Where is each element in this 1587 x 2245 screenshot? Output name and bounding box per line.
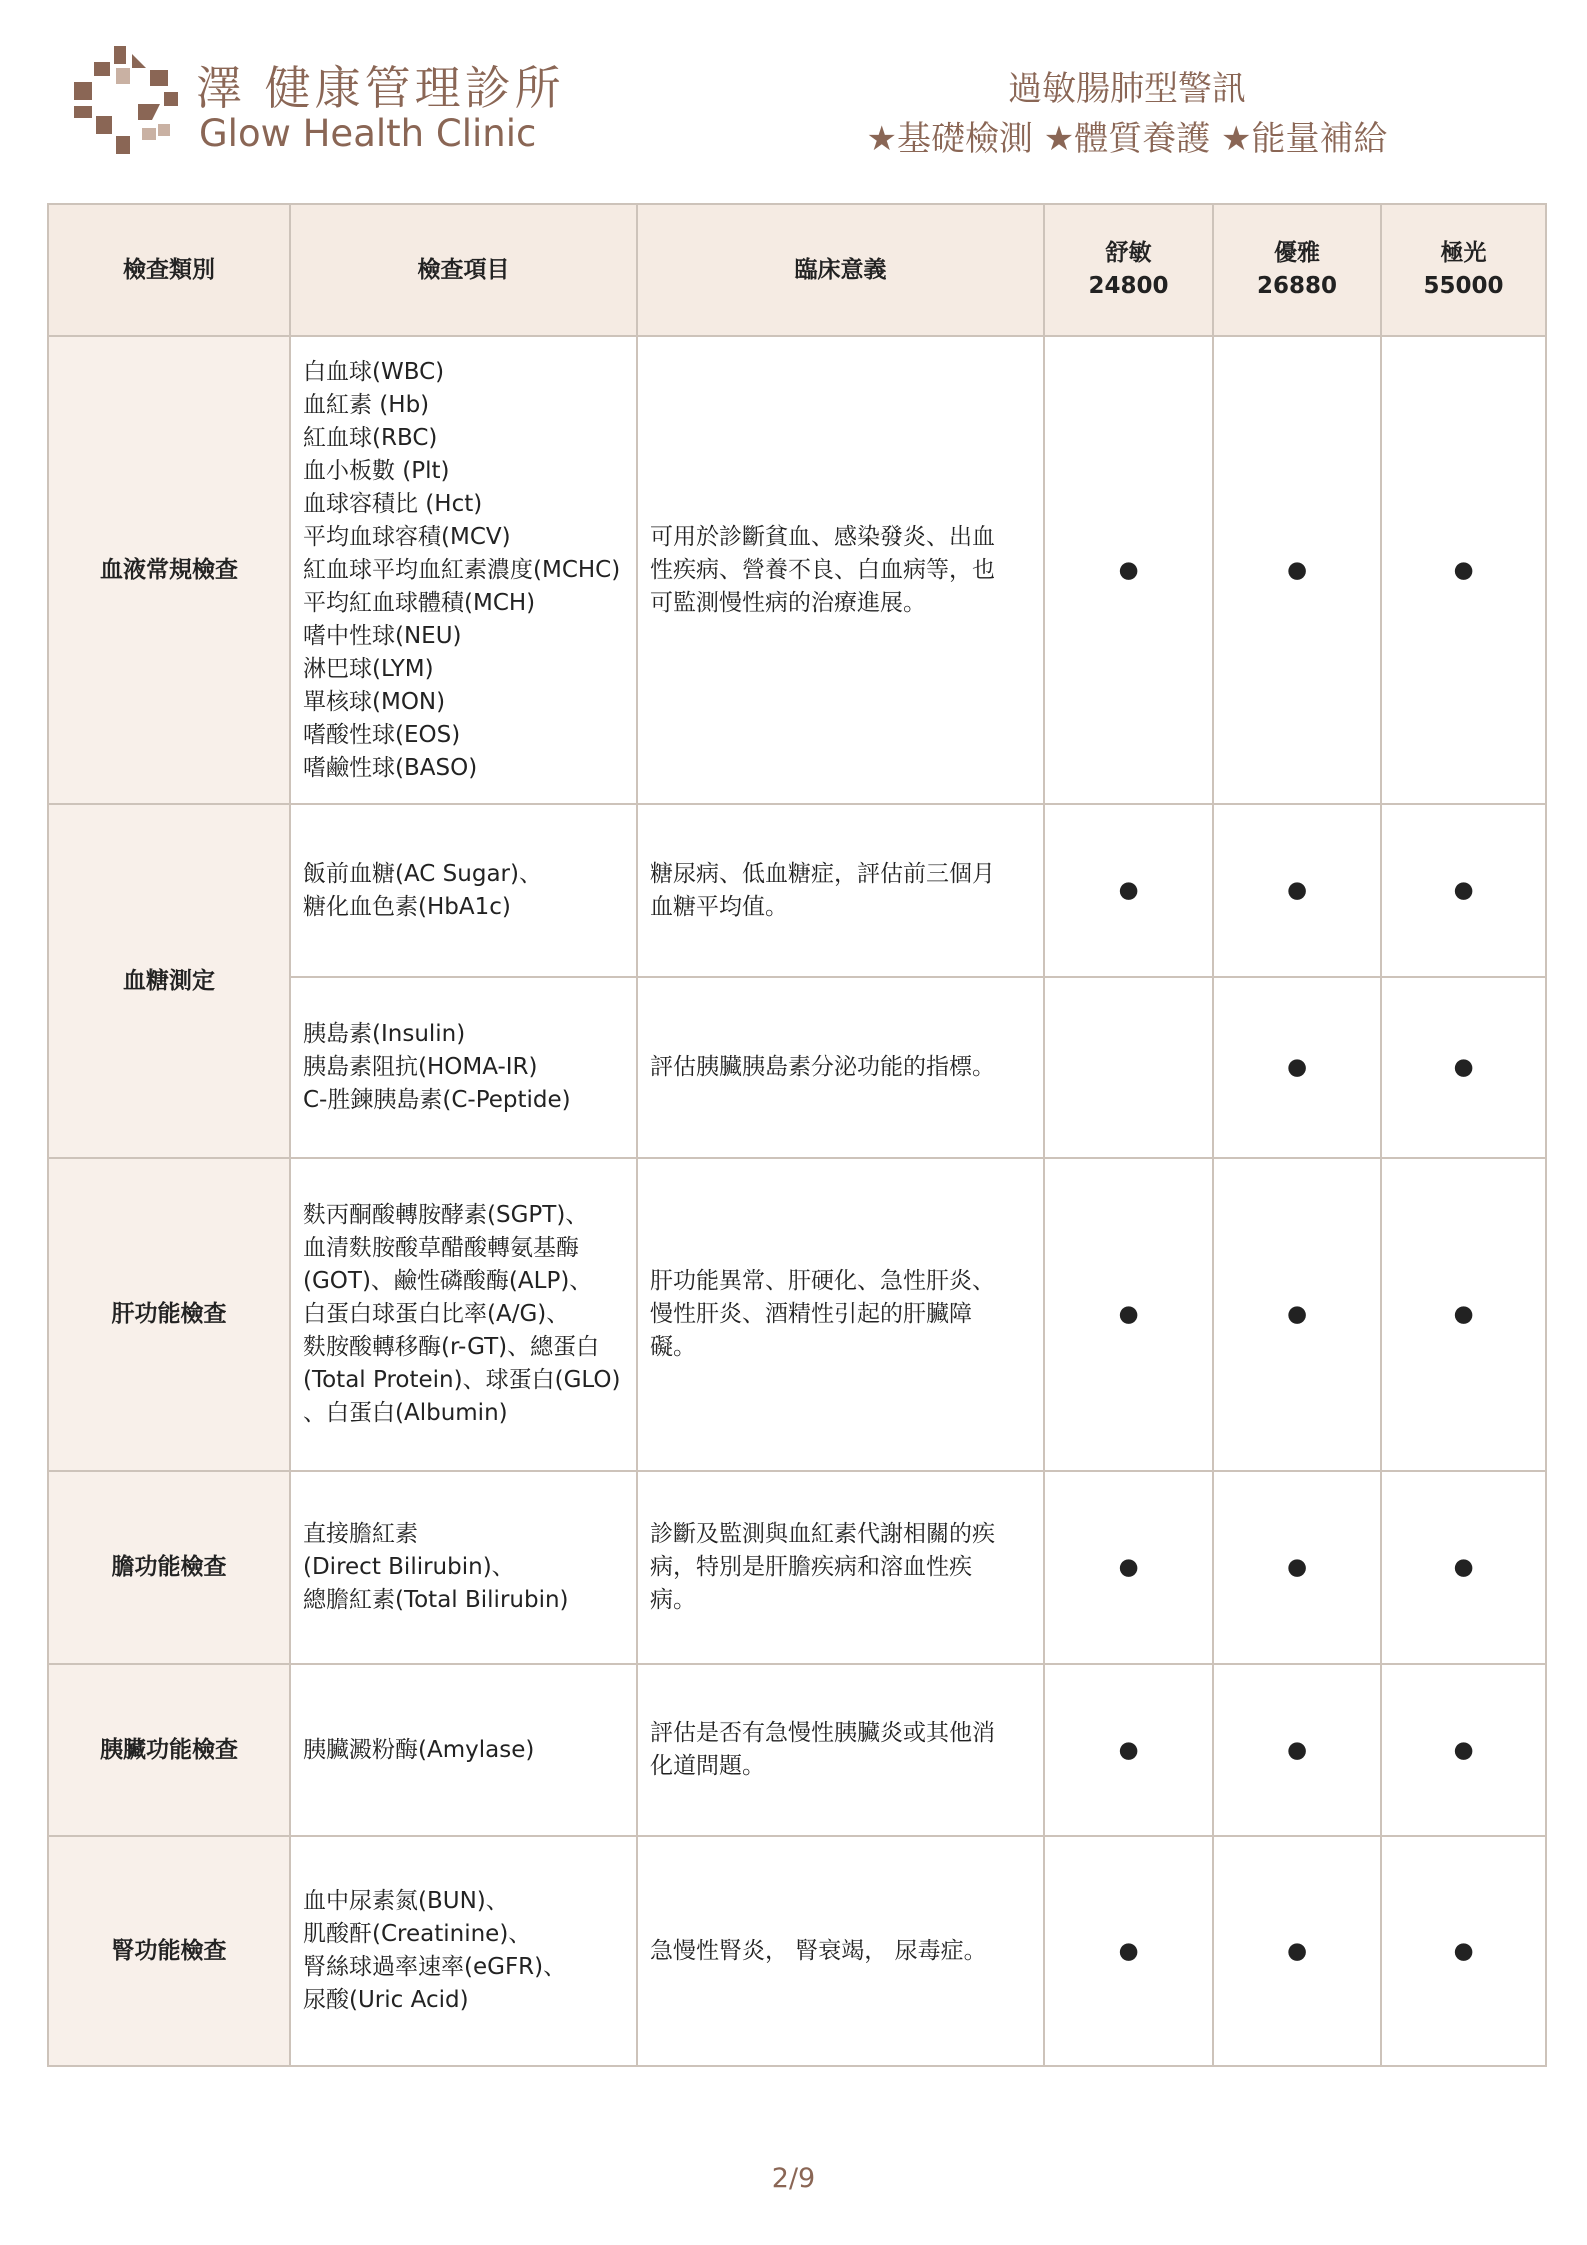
meaning-cell xyxy=(637,1664,1044,1836)
clinic-logo xyxy=(72,44,182,156)
item-line: (Total Protein)、球蛋白(GLO) xyxy=(303,1367,621,1393)
item-line: 血清麩胺酸草醋酸轉氨基酶 xyxy=(303,1235,579,1261)
category-cell: 腎功能檢查 xyxy=(48,1836,290,2066)
meaning-line: 血糖平均值。 xyxy=(650,893,788,920)
meaning-line: 化道問題。 xyxy=(650,1753,765,1779)
col-header-plan xyxy=(1381,204,1546,336)
items-cell xyxy=(290,1158,637,1471)
plan-mark: ● xyxy=(1213,1664,1381,1836)
col-header-plan xyxy=(1213,204,1381,336)
item-line: 淋巴球(LYM) xyxy=(303,655,434,682)
meaning-cell xyxy=(637,804,1044,977)
meaning-cell xyxy=(637,977,1044,1158)
plan-mark: ● xyxy=(1213,1158,1381,1471)
table-header-row xyxy=(48,204,1546,336)
plan-mark: ● xyxy=(1044,1836,1213,2066)
item-line: 腎絲球過率速率(eGFR)、 xyxy=(303,1954,567,1980)
item-line: 直接膽紅素 xyxy=(303,1521,418,1547)
item-line: 尿酸(Uric Acid) xyxy=(303,1987,469,2013)
clinic-name-en: Glow Health Clinic xyxy=(199,112,537,155)
plan-mark: ● xyxy=(1213,977,1381,1158)
meaning-line: 性疾病、營養不良、白血病等，也 xyxy=(650,556,995,583)
plan-mark: ● xyxy=(1044,1471,1213,1664)
items-cell xyxy=(290,1664,637,1836)
col-header-meaning: 臨床意義 xyxy=(637,204,1044,336)
item-line: 、白蛋白(Albumin) xyxy=(303,1400,508,1426)
plan-mark: ● xyxy=(1381,804,1546,977)
item-line: 糖化血色素(HbA1c) xyxy=(303,893,511,920)
item-line: 紅血球平均血紅素濃度(MCHC) xyxy=(303,556,621,583)
package-subtitle: ★基礎檢測 ★體質養護 ★能量補給 xyxy=(866,119,1388,159)
item-line: 胰島素阻抗(HOMA-IR) xyxy=(303,1054,538,1080)
items-cell xyxy=(290,336,637,804)
items-cell xyxy=(290,977,637,1158)
item-line: 總膽紅素(Total Bilirubin) xyxy=(303,1587,569,1613)
table-row xyxy=(48,804,1546,977)
plan-name: 優雅 xyxy=(1274,240,1320,266)
category-cell: 胰臟功能檢查 xyxy=(48,1664,290,1836)
plan-price: 24800 xyxy=(1088,273,1169,299)
table-row xyxy=(48,1664,1546,1836)
meaning-line: 糖尿病、低血糖症，評估前三個月 xyxy=(650,860,995,887)
item-line: 血紅素 (Hb) xyxy=(303,391,430,418)
item-line: 嗜鹼性球(BASO) xyxy=(303,754,478,781)
table-row xyxy=(48,1836,1546,2066)
items-cell xyxy=(290,1836,637,2066)
item-line: 肌酸酐(Creatinine)、 xyxy=(303,1921,532,1947)
meaning-line: 評估胰臟胰島素分泌功能的指標。 xyxy=(650,1054,995,1080)
meaning-cell xyxy=(637,1158,1044,1471)
header-right xyxy=(820,66,1434,164)
plan-price: 26880 xyxy=(1256,273,1338,299)
item-line: 紅血球(RBC) xyxy=(303,424,438,451)
plan-mark: ● xyxy=(1044,1664,1213,1836)
page-number: 2/9 xyxy=(771,2163,816,2194)
plan-mark: ● xyxy=(1381,1836,1546,2066)
item-line: 麩胺酸轉移酶(r-GT)、總蛋白 xyxy=(303,1334,600,1360)
items-cell xyxy=(290,804,637,977)
meaning-line: 慢性肝炎、酒精性引起的肝臟障 xyxy=(650,1301,972,1327)
item-line: 麩丙酮酸轉胺酵素(SGPT)、 xyxy=(303,1202,589,1228)
item-line: (GOT)、鹼性磷酸酶(ALP)、 xyxy=(303,1268,593,1294)
plan-mark: ● xyxy=(1044,336,1213,804)
plan-mark: ● xyxy=(1213,1836,1381,2066)
item-line: 單核球(MON) xyxy=(303,688,446,715)
item-line: 白血球(WBC) xyxy=(303,358,445,385)
col-header-items: 檢查項目 xyxy=(290,204,637,336)
item-line: 飯前血糖(AC Sugar)、 xyxy=(303,860,542,887)
plan-mark: ● xyxy=(1213,336,1381,804)
item-line: (Direct Bilirubin)、 xyxy=(303,1554,515,1580)
category-cell: 血糖測定 xyxy=(48,804,290,1158)
item-line: 胰島素(Insulin) xyxy=(303,1021,466,1047)
meaning-line: 評估是否有急慢性胰臟炎或其他消 xyxy=(650,1720,995,1746)
package-title: 過敏腸肺型警訊 xyxy=(1008,69,1246,109)
meaning-cell xyxy=(637,336,1044,804)
meaning-line: 可用於診斷貧血、感染發炎、出血 xyxy=(650,523,995,550)
item-line: 血小板數 (Plt) xyxy=(303,457,450,484)
plan-mark: ● xyxy=(1044,804,1213,977)
plan-name: 舒敏 xyxy=(1105,240,1152,266)
meaning-line: 病。 xyxy=(650,1587,696,1613)
meaning-line: 診斷及監測與血紅素代謝相關的疾 xyxy=(650,1521,995,1547)
meaning-line: 可監測慢性病的治療進展。 xyxy=(650,589,926,616)
item-line: 血球容積比 (Hct) xyxy=(303,490,483,517)
meaning-cell xyxy=(637,1836,1044,2066)
plan-mark: ● xyxy=(1213,1471,1381,1664)
exam-table xyxy=(47,203,1547,2067)
plan-price: 55000 xyxy=(1423,273,1504,299)
item-line: 白蛋白球蛋白比率(A/G)、 xyxy=(303,1301,570,1327)
plan-mark: ● xyxy=(1044,1158,1213,1471)
items-cell xyxy=(290,1471,637,1664)
plan-mark xyxy=(1044,977,1213,1158)
meaning-line: 礙。 xyxy=(650,1334,696,1360)
table-row xyxy=(48,1471,1546,1664)
meaning-line: 肝功能異常、肝硬化、急性肝炎、 xyxy=(650,1268,995,1294)
table-row xyxy=(48,1158,1546,1471)
item-line: 嗜酸性球(EOS) xyxy=(303,721,461,748)
category-cell: 膽功能檢查 xyxy=(48,1471,290,1664)
category-cell: 肝功能檢查 xyxy=(48,1158,290,1471)
item-line: 平均紅血球體積(MCH) xyxy=(303,589,536,616)
col-header-category: 檢查類別 xyxy=(48,204,290,336)
item-line: 嗜中性球(NEU) xyxy=(303,622,462,649)
plan-mark: ● xyxy=(1381,1664,1546,1836)
plan-mark: ● xyxy=(1381,1471,1546,1664)
col-header-plan xyxy=(1044,204,1213,336)
plan-mark: ● xyxy=(1213,804,1381,977)
item-line: 血中尿素氮(BUN)、 xyxy=(303,1888,509,1914)
plan-mark: ● xyxy=(1381,1158,1546,1471)
category-cell: 血液常規檢查 xyxy=(48,336,290,804)
meaning-cell xyxy=(637,1471,1044,1664)
item-line: 胰臟澱粉酶(Amylase) xyxy=(303,1736,535,1763)
plan-name: 極光 xyxy=(1440,240,1487,266)
meaning-line: 急慢性腎炎， 腎衰竭， 尿毒症。 xyxy=(650,1937,987,1964)
item-line: C-胜鍊胰島素(C-Peptide) xyxy=(303,1087,571,1113)
plan-mark: ● xyxy=(1381,977,1546,1158)
clinic-name-cn: 澤 健康管理診所 xyxy=(196,61,565,115)
table-row xyxy=(48,336,1546,804)
item-line: 平均血球容積(MCV) xyxy=(303,523,511,550)
meaning-line: 病，特別是肝膽疾病和溶血性疾 xyxy=(650,1554,972,1580)
plan-mark: ● xyxy=(1381,336,1546,804)
